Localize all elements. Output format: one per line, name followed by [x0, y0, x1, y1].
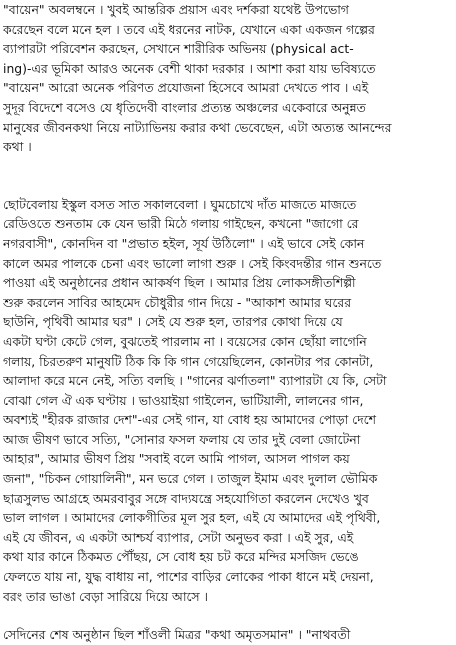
- text-line: আলাদা করে মনে নেই, সত্যি বলছি । "গানের ঝর্ণাতলা" ব্যাপারটা যে কি, সেটা: [3, 373, 387, 389]
- text-line: মানুষের জীবনকথা নিয়ে নাট্যাভিনয় করার কথা ভেবেছেন, এটা অত্যন্ত আনন্দের: [3, 119, 392, 135]
- paragraph-bayen-review: [3, 0, 453, 157]
- text-line: ing)-এর ভূমিকা আরও অনেক বেশী থাকা দরকার । আশা করা যায় ভবিষ্যতে: [3, 60, 376, 76]
- text-line: আজ ভীষণ ভাবে সত্যি, "সোনার ফসল ফলায় যে তার দুই বেলা জোটেনা: [3, 431, 361, 447]
- text-line: নগরবাসী", কোনদিন বা "প্রভাত হইল, সূর্য উঠিলো" । এই ভাবে সেই কোন: [3, 235, 365, 251]
- text-line: গলায়, চিরতরুণ মানুষটি ঠিক কি কি গান গেয়েছিলেন, কোনটার পর কোনটা,: [3, 353, 374, 369]
- text-line: সুদূর বিদেশে বসেও যে ধৃতিদেবী বাংলার প্রত্যন্ত অঞ্চলের একেবারে অনুন্নত: [3, 99, 366, 115]
- text-line: সেদিনের শেষ অনুষ্ঠান ছিল শাঁওলী মিত্রর "কথা অমৃতসমান" । "নাথবতী: [3, 627, 351, 643]
- document-page: [3, 0, 453, 645]
- text-line: পাওয়া এই অনুষ্ঠানের প্রধান আকর্ষণ ছিল । আমার প্রিয় লোকসঙ্গীতশিল্পী: [3, 275, 356, 291]
- paragraph-amar-pal-concert: [3, 195, 453, 606]
- text-line: শুরু করলেন সাবির আহমেদ চৌধুরীর গান দিয়ে - "আকাশ আমার ঘরের: [3, 294, 352, 310]
- text-line: ব্যাপারটা পরিবেশন করছেন, সেখানে শারীরিক অভিনয় (physical act-: [3, 41, 354, 57]
- text-line: রেডিওতে শুনতাম কে যেন ভারী মিঠে গলায় গাইছেন, কখনো "জাগো রে: [3, 216, 359, 232]
- text-line: একটা ঘণ্টা কেটে গেল, বুঝতেই পারলাম না । বয়েসের কোন ছোঁয়া লাগেনি: [3, 333, 367, 349]
- text-line: ছাত্রসুলভ আগ্রহে অমরবাবুর সঙ্গে বাদ্যযন্ত্রে সহযোগিতা করলেন দেখেও খুব: [3, 490, 369, 506]
- text-line: জনা", "চিকন গোয়ালিনী", মন ভরে গেল । তাজুল ইমাম এবং দুলাল ভৌমিক: [3, 471, 378, 487]
- text-line: আহার", আমার ভীষণ প্রিয় "সবাই বলে আমি পাগল, আসল পাগল কয়: [3, 451, 350, 467]
- text-line: "বায়েন" আরো অনেক পরিণত প্রযোজনা হিসেবে আমরা দেখতে পাব । এই: [3, 80, 369, 96]
- paragraph-gap: [3, 606, 453, 625]
- text-line: বরং তার ভাঙা বেড়া সারিয়ে দিয়ে আসে ।: [3, 588, 208, 604]
- text-line: ভাল লাগল । আমাদের লোকগীতির মূল সুর হল, এই যে আমাদের এই পৃথিবী,: [3, 510, 381, 526]
- paragraph-gap: [3, 157, 453, 195]
- text-line: কালে অমর পালকে চেনা এবং ভালো লাগা শুরু । সেই কিংবদন্তীর গান শুনতে: [3, 255, 382, 271]
- text-line: এই যে জীবন, এ একটা আশ্চর্য ব্যাপার, সেটা অনুভব করা । এই সুর, এই: [3, 529, 354, 545]
- text-line: কথা ।: [3, 139, 32, 155]
- text-line: ফেলতে যায় না, যুদ্ধ বাধায় না, পাশের বাড়ির লোকের পাকা ধানে মই দেয়না,: [3, 569, 374, 585]
- text-line: "বায়েন" অবলম্বনে । খুবই আন্তরিক প্রয়াস এবং দর্শকরা যথেষ্ট উপভোগ: [3, 2, 349, 17]
- text-line: ছাউনি, পৃথিবী আমার ঘর" । সেই যে শুরু হল, তারপর কোথা দিয়ে যে: [3, 314, 343, 330]
- text-line: করেছেন বলে মনে হল । তবে এই ধরনের নাটক, যেখানে একা একজন গল্পের: [3, 21, 375, 37]
- text-line: কথা যার কানে ঠিকমত পৌঁছয়, সে বোধ হয় চট করে মন্দির মসজিদ ভেঙে: [3, 549, 359, 565]
- text-line: অবশ্যই "হীরক রাজার দেশ"-এর সেই গান, যা বোধ হয় আমাদের পোড়া দেশে: [3, 412, 376, 428]
- text-line: বোঝা গেল ঐ এক ঘণ্টায় । ভাওয়াইয়া গাইলেন, ভাটিয়ালী, লালনের গান,: [3, 392, 364, 408]
- paragraph-shaoli-mitra: [3, 625, 453, 645]
- text-line: ছোটবেলায় ইস্কুল বসত সাত সকালবেলা । ঘুমচোখে দাঁত মাজতে মাজতে: [3, 196, 357, 212]
